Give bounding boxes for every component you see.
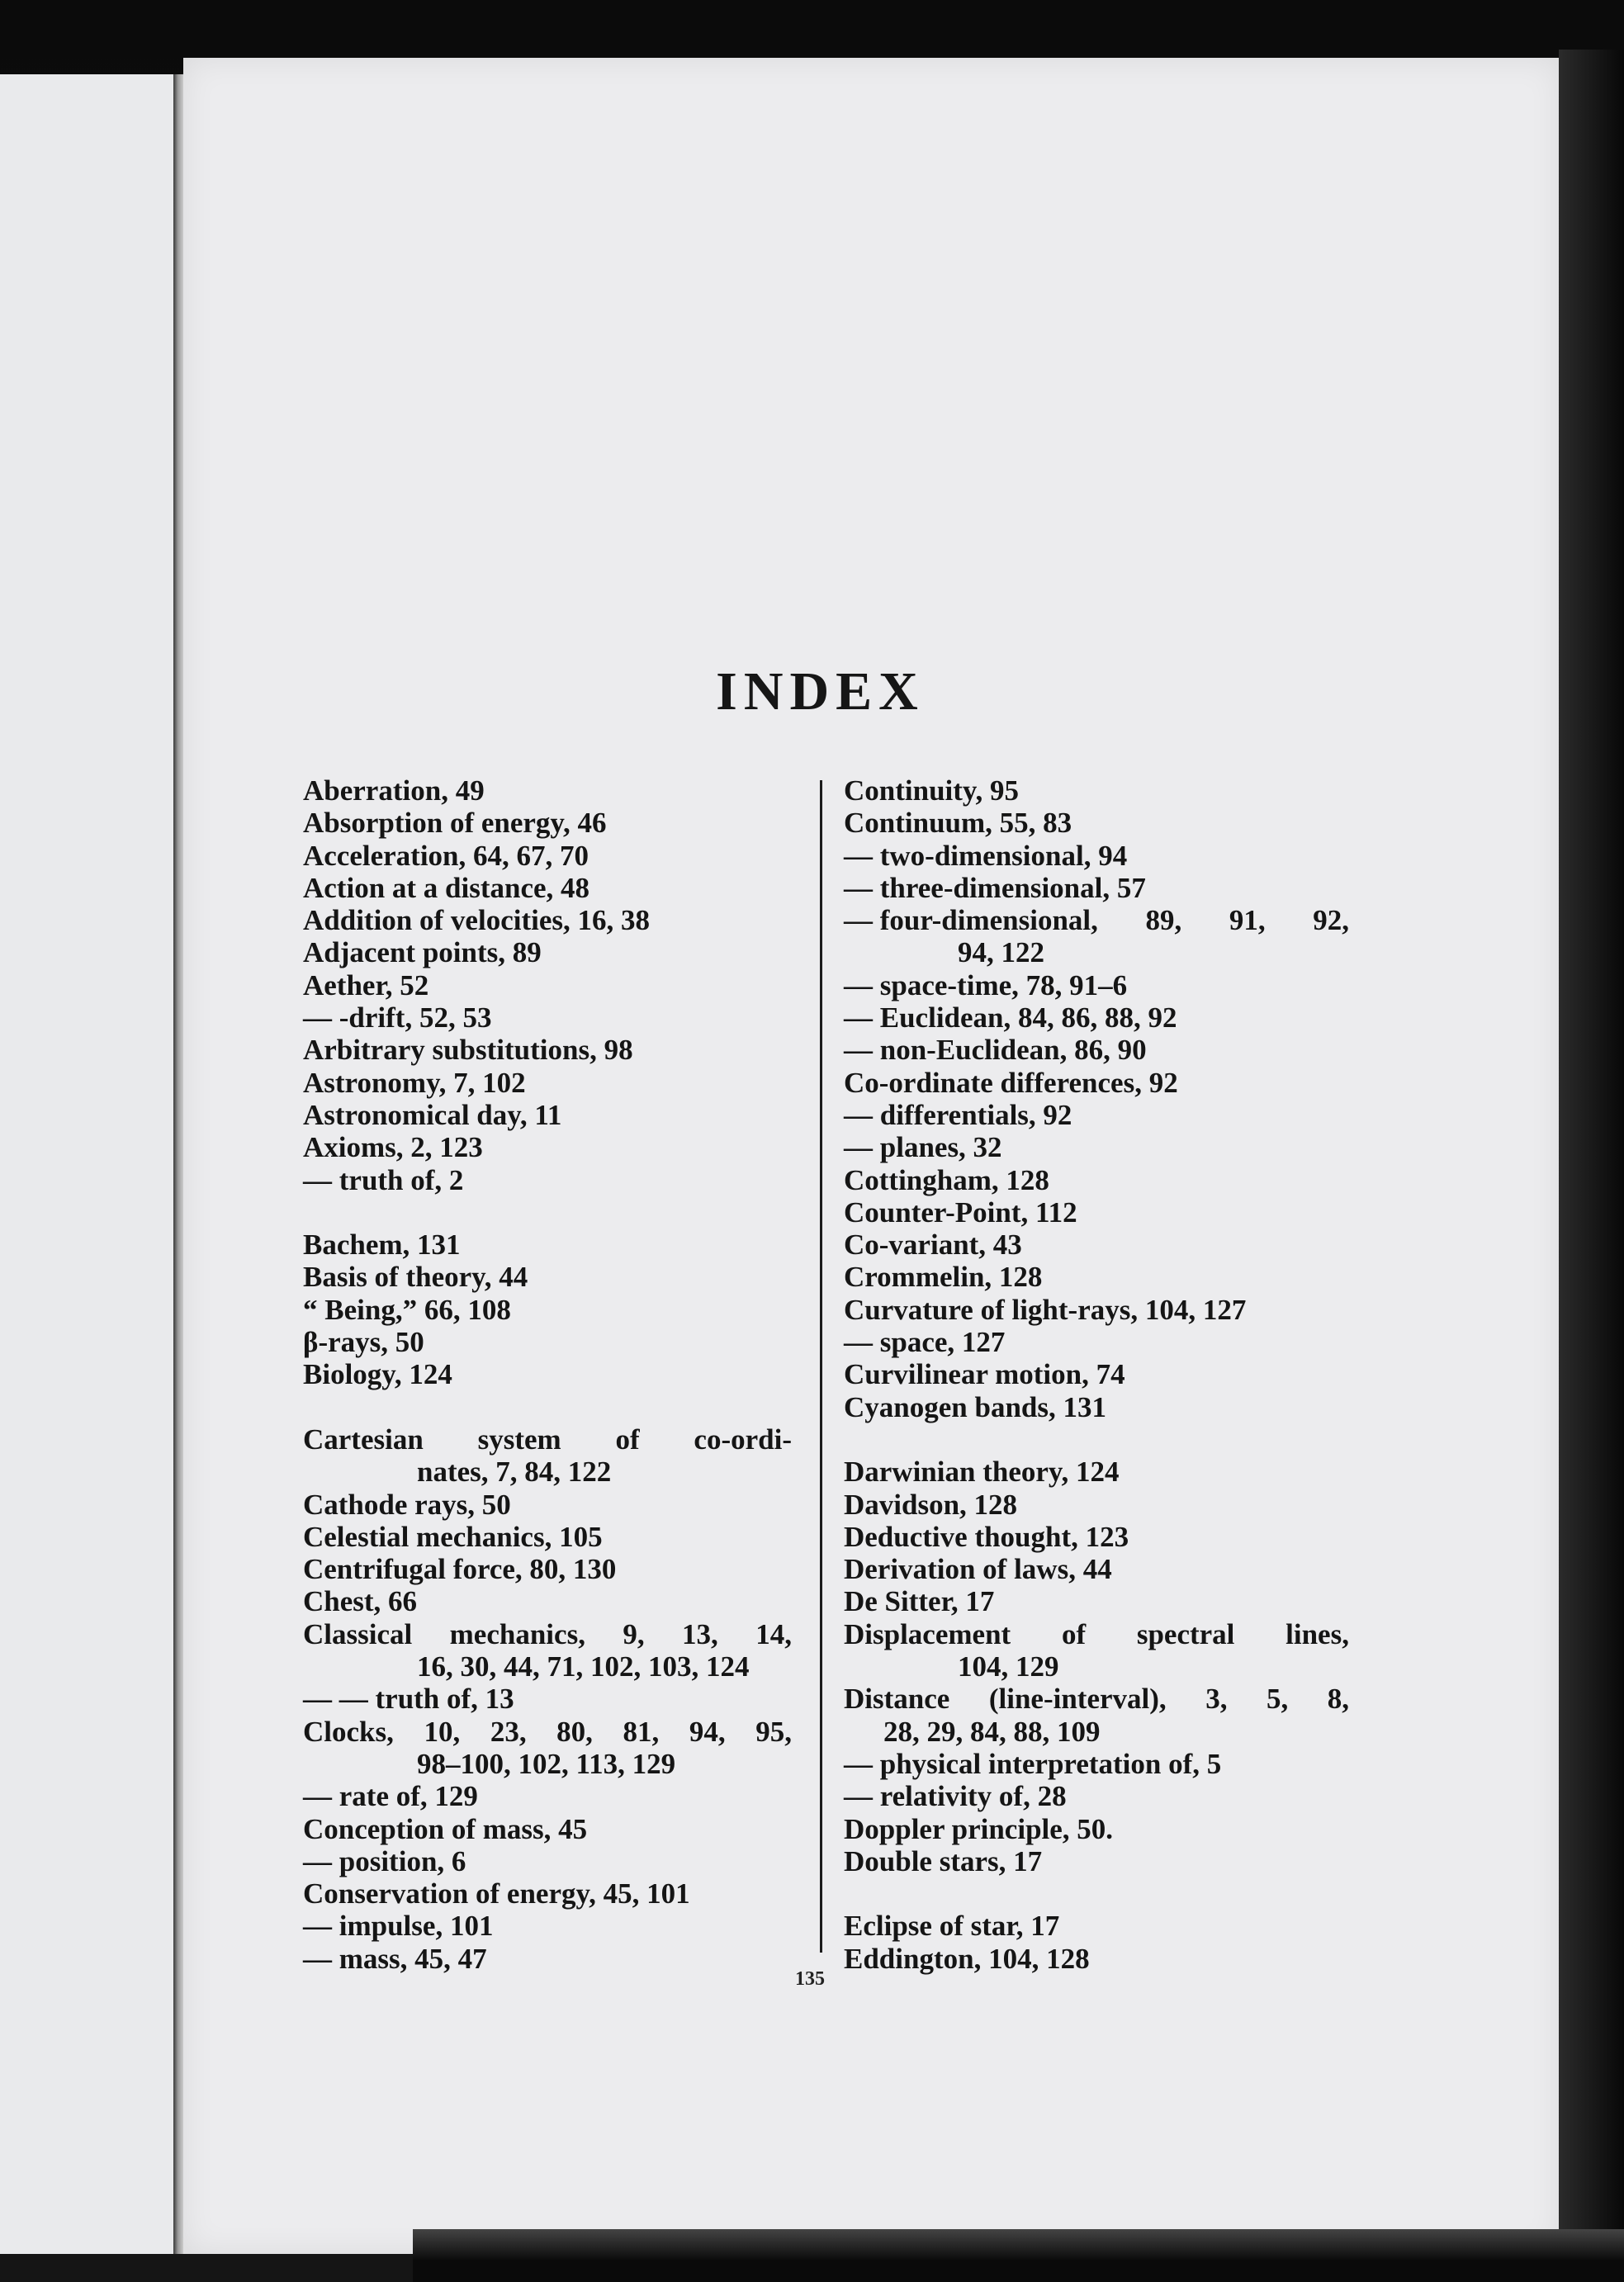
index-entry: — rate of, 129 bbox=[303, 1780, 478, 1813]
index-entry: Absorption of energy, 46 bbox=[303, 807, 607, 840]
index-entry: 16, 30, 44, 71, 102, 103, 124 bbox=[417, 1650, 750, 1683]
index-entry: Eclipse of star, 17 bbox=[844, 1910, 1060, 1943]
index-entry: — -drift, 52, 53 bbox=[303, 1001, 492, 1034]
index-entry: — mass, 45, 47 bbox=[303, 1942, 487, 1975]
index-entry: Doppler principle, 50. bbox=[844, 1812, 1114, 1845]
index-entry-word: 5, bbox=[1266, 1683, 1289, 1716]
index-entry-word: 91, bbox=[1229, 904, 1266, 937]
index-entry: Addition of velocities, 16, 38 bbox=[303, 904, 650, 937]
index-column-left bbox=[303, 774, 798, 1975]
index-entry: — truth of, 2 bbox=[303, 1163, 464, 1196]
index-entry-word: lines, bbox=[1285, 1617, 1349, 1650]
index-entry-word: Cartesian bbox=[303, 1423, 424, 1456]
index-entry: Arbitrary substitutions, 98 bbox=[303, 1034, 633, 1067]
index-entry: Biology, 124 bbox=[303, 1358, 452, 1391]
index-entry: Counter-Point, 112 bbox=[844, 1195, 1077, 1229]
index-entry-word: (line-interval), bbox=[988, 1683, 1167, 1716]
index-entry-word: of bbox=[1061, 1617, 1087, 1650]
index-entry: nates, 7, 84, 122 bbox=[417, 1456, 612, 1489]
index-entry-word: Clocks, bbox=[303, 1715, 394, 1748]
index-entry: Co-variant, 43 bbox=[844, 1229, 1022, 1262]
left-page-edge bbox=[0, 74, 176, 2254]
index-entry-word: system bbox=[477, 1423, 561, 1456]
entry-group-gap bbox=[844, 1423, 1356, 1456]
index-entry: 98–100, 102, 113, 129 bbox=[417, 1747, 676, 1780]
index-entry-word: 3, bbox=[1205, 1683, 1228, 1716]
index-entry-word: spectral bbox=[1136, 1617, 1235, 1650]
index-entry-word: 9, bbox=[623, 1617, 645, 1650]
index-entry: Continuity, 95 bbox=[844, 774, 1019, 807]
index-entry-word: 94, bbox=[689, 1715, 726, 1748]
index-entry bbox=[303, 1618, 792, 1650]
index-entry: — — truth of, 13 bbox=[303, 1683, 514, 1716]
index-entry: Co-ordinate differences, 92 bbox=[844, 1066, 1178, 1099]
entry-group-gap bbox=[303, 1391, 798, 1423]
index-entry bbox=[844, 1683, 1349, 1715]
index-entry-word: Distance bbox=[844, 1683, 950, 1716]
index-entry: Action at a distance, 48 bbox=[303, 871, 590, 904]
index-entry-word: 14, bbox=[755, 1617, 792, 1650]
index-entry: Aberration, 49 bbox=[303, 774, 485, 807]
index-entry: — position, 6 bbox=[303, 1844, 466, 1877]
index-entry: 28, 29, 84, 88, 109 bbox=[883, 1715, 1101, 1748]
index-entry-word: 81, bbox=[623, 1715, 660, 1748]
index-entry: β-rays, 50 bbox=[303, 1326, 424, 1359]
index-entry-word: of bbox=[615, 1423, 640, 1456]
index-entry-word: Displacement bbox=[844, 1617, 1011, 1650]
index-entry bbox=[844, 1618, 1349, 1650]
index-entry: Acceleration, 64, 67, 70 bbox=[303, 839, 589, 872]
index-entry: Axioms, 2, 123 bbox=[303, 1131, 483, 1164]
entry-group-gap bbox=[844, 1877, 1356, 1910]
index-entry: 104, 129 bbox=[958, 1650, 1059, 1683]
index-entry bbox=[844, 904, 1349, 936]
index-entry: Darwinian theory, 124 bbox=[844, 1456, 1120, 1489]
index-column-right bbox=[844, 774, 1356, 1975]
index-entry: — two-dimensional, 94 bbox=[844, 839, 1128, 872]
index-entry-word: Classical bbox=[303, 1617, 413, 1650]
page-title: INDEX bbox=[716, 661, 925, 722]
index-entry: — impulse, 101 bbox=[303, 1910, 494, 1943]
index-entry-word: 10, bbox=[424, 1715, 461, 1748]
index-entry: Conception of mass, 45 bbox=[303, 1812, 588, 1845]
index-entry bbox=[303, 1716, 792, 1748]
index-entry: “ Being,” 66, 108 bbox=[303, 1293, 511, 1326]
index-entry-word: 92, bbox=[1313, 904, 1349, 937]
column-divider bbox=[820, 780, 822, 1953]
index-entry-word: 80, bbox=[556, 1715, 593, 1748]
index-entry: Celestial mechanics, 105 bbox=[303, 1520, 603, 1553]
bottom-page-edge bbox=[413, 2229, 1624, 2282]
index-entry: — planes, 32 bbox=[844, 1131, 1002, 1164]
index-entry: Cottingham, 128 bbox=[844, 1163, 1049, 1196]
index-entry: — Euclidean, 84, 86, 88, 92 bbox=[844, 1001, 1177, 1034]
index-entry: Cyanogen bands, 131 bbox=[844, 1390, 1107, 1423]
index-entry: — differentials, 92 bbox=[844, 1098, 1072, 1131]
index-entry: 94, 122 bbox=[958, 936, 1044, 969]
index-entry: Bachem, 131 bbox=[303, 1229, 461, 1262]
index-entry: — space, 127 bbox=[844, 1326, 1006, 1359]
index-entry-word: — four-dimensional, bbox=[844, 904, 1098, 937]
index-entry: — three-dimensional, 57 bbox=[844, 871, 1146, 904]
index-entry-word: 23, bbox=[490, 1715, 527, 1748]
index-entry-word: co-ordi- bbox=[694, 1423, 792, 1456]
index-entry: Continuum, 55, 83 bbox=[844, 807, 1072, 840]
index-entry: Crommelin, 128 bbox=[844, 1261, 1043, 1294]
index-entry: De Sitter, 17 bbox=[844, 1585, 995, 1618]
right-page-edge bbox=[1559, 50, 1624, 2282]
index-entry bbox=[303, 1423, 792, 1456]
index-entry: Curvilinear motion, 74 bbox=[844, 1358, 1125, 1391]
index-entry: Curvature of light-rays, 104, 127 bbox=[844, 1293, 1247, 1326]
index-entry: Aether, 52 bbox=[303, 968, 429, 1001]
index-entry-word: mechanics, bbox=[449, 1617, 585, 1650]
index-entry: Chest, 66 bbox=[303, 1585, 418, 1618]
index-entry-word: 95, bbox=[755, 1715, 792, 1748]
index-entry: Davidson, 128 bbox=[844, 1488, 1018, 1521]
index-entry: — space-time, 78, 91–6 bbox=[844, 968, 1128, 1001]
index-entry: Cathode rays, 50 bbox=[303, 1488, 511, 1521]
index-entry: — physical interpretation of, 5 bbox=[844, 1747, 1222, 1780]
index-entry: Double stars, 17 bbox=[844, 1844, 1043, 1877]
index-entry: Astronomy, 7, 102 bbox=[303, 1066, 526, 1099]
index-entry: — relativity of, 28 bbox=[844, 1780, 1067, 1813]
entry-group-gap bbox=[303, 1196, 798, 1229]
index-entry: Conservation of energy, 45, 101 bbox=[303, 1877, 690, 1910]
index-entry: — non-Euclidean, 86, 90 bbox=[844, 1034, 1147, 1067]
index-entry: Deductive thought, 123 bbox=[844, 1520, 1129, 1553]
index-entry: Derivation of laws, 44 bbox=[844, 1553, 1112, 1586]
index-entry: Centrifugal force, 80, 130 bbox=[303, 1553, 617, 1586]
index-entry-word: 13, bbox=[682, 1617, 718, 1650]
page-number: 135 bbox=[795, 1968, 825, 1990]
index-entry: Astronomical day, 11 bbox=[303, 1098, 562, 1131]
index-entry: Eddington, 104, 128 bbox=[844, 1942, 1090, 1975]
index-entry: Basis of theory, 44 bbox=[303, 1261, 528, 1294]
index-entry-word: 8, bbox=[1327, 1683, 1349, 1716]
index-entry-word: 89, bbox=[1145, 904, 1182, 937]
index-entry: Adjacent points, 89 bbox=[303, 936, 542, 969]
